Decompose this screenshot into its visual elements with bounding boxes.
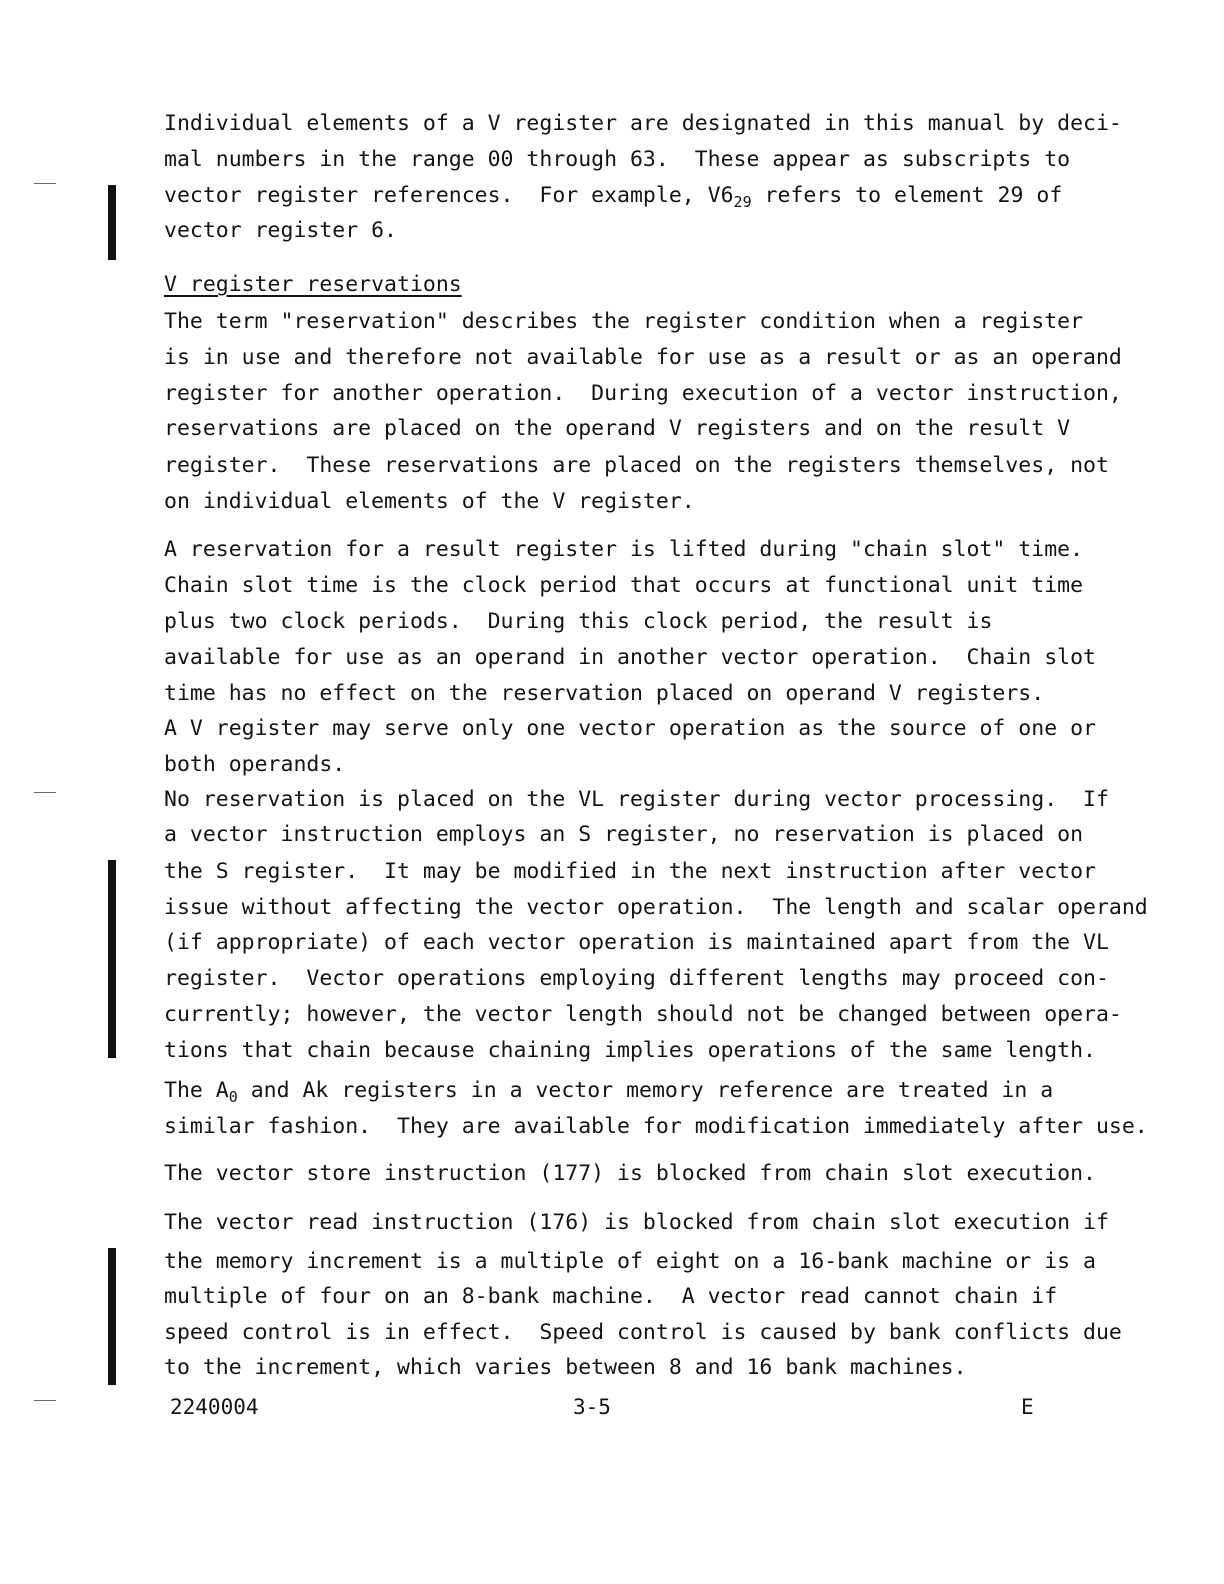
subscript: 0 [228, 1088, 238, 1106]
margin-tick [34, 792, 56, 793]
text-line: A reservation for a result register is lifted during "chain slot" time. [164, 537, 1084, 562]
text-line: register for another operation. During execution of a vector instruction, [164, 381, 1122, 406]
page-number: 3-5 [573, 1395, 611, 1419]
text-line: currently; however, the vector length should not be changed between opera- [164, 1002, 1122, 1027]
text-line: mal numbers in the range 00 through 63. These appear as subscripts to [164, 147, 1071, 172]
text-line: time has no effect on the reservation placed on operand V registers. [164, 681, 1045, 706]
text-line: on individual elements of the V register. [164, 489, 695, 514]
change-bar [108, 860, 116, 1058]
change-bar [108, 1248, 116, 1385]
text-line: A V register may serve only one vector operation as the source of one or [164, 716, 1096, 741]
text-line: tions that chain because chaining implies operations of the same length. [164, 1038, 1096, 1063]
margin-tick [34, 1400, 56, 1401]
text-line: multiple of four on an 8-bank machine. A vector read cannot chain if [164, 1284, 1058, 1309]
text-line: available for use as an operand in another vector operation. Chain slot [164, 645, 1096, 670]
doc-number: 2240004 [170, 1395, 259, 1419]
text-line: reservations are placed on the operand V registers and on the result V [164, 416, 1071, 441]
text-line: The vector read instruction (176) is blocked from chain slot execution if [164, 1210, 1109, 1235]
text-fragment: and Ak registers in a vector memory reference are treated in a [237, 1078, 1054, 1103]
text-line: the S register. It may be modified in the next instruction after vector [164, 859, 1096, 884]
text-line: both operands. [164, 752, 346, 777]
text-line: speed control is in effect. Speed control is caused by bank conflicts due [164, 1320, 1122, 1345]
text-line: The term "reservation" describes the register condition when a register [164, 309, 1084, 334]
text-line: Chain slot time is the clock period that occurs at functional unit time [164, 573, 1084, 598]
text-fragment: The A [164, 1078, 229, 1103]
text-line: issue without affecting the vector operation. The length and scalar operand [164, 895, 1148, 920]
text-line: similar fashion. They are available for modification immediately after use. [164, 1114, 1148, 1139]
margin-tick [34, 183, 56, 184]
text-line [164, 183, 1062, 209]
text-line [164, 1078, 1053, 1104]
text-line: register. These reservations are placed on the registers themselves, not [164, 453, 1109, 478]
text-line: the memory increment is a multiple of eight on a 16-bank machine or is a [164, 1249, 1096, 1274]
text-fragment: refers to element 29 of [751, 183, 1063, 208]
section-heading: V register reservations [164, 272, 462, 297]
text-line: to the increment, which varies between 8 and 16 bank machines. [164, 1355, 967, 1380]
subscript: 29 [733, 193, 752, 211]
text-line: is in use and therefore not available for use as a result or as an operand [164, 345, 1122, 370]
change-bar [108, 185, 116, 260]
text-line: No reservation is placed on the VL register during vector processing. If [164, 787, 1109, 812]
text-line: (if appropriate) of each vector operation is maintained apart from the VL [164, 930, 1109, 955]
text-line: register. Vector operations employing different lengths may proceed con- [164, 966, 1109, 991]
text-line: a vector instruction employs an S register, no reservation is placed on [164, 822, 1084, 847]
text-line: plus two clock periods. During this clock period, the result is [164, 609, 993, 634]
text-line: vector register 6. [164, 218, 397, 243]
text-line: The vector store instruction (177) is blocked from chain slot execution. [164, 1161, 1096, 1186]
text-fragment: vector register references. For example, V6 [164, 183, 734, 208]
revision-letter: E [1021, 1395, 1034, 1419]
text-line: Individual elements of a V register are designated in this manual by deci- [164, 111, 1122, 136]
